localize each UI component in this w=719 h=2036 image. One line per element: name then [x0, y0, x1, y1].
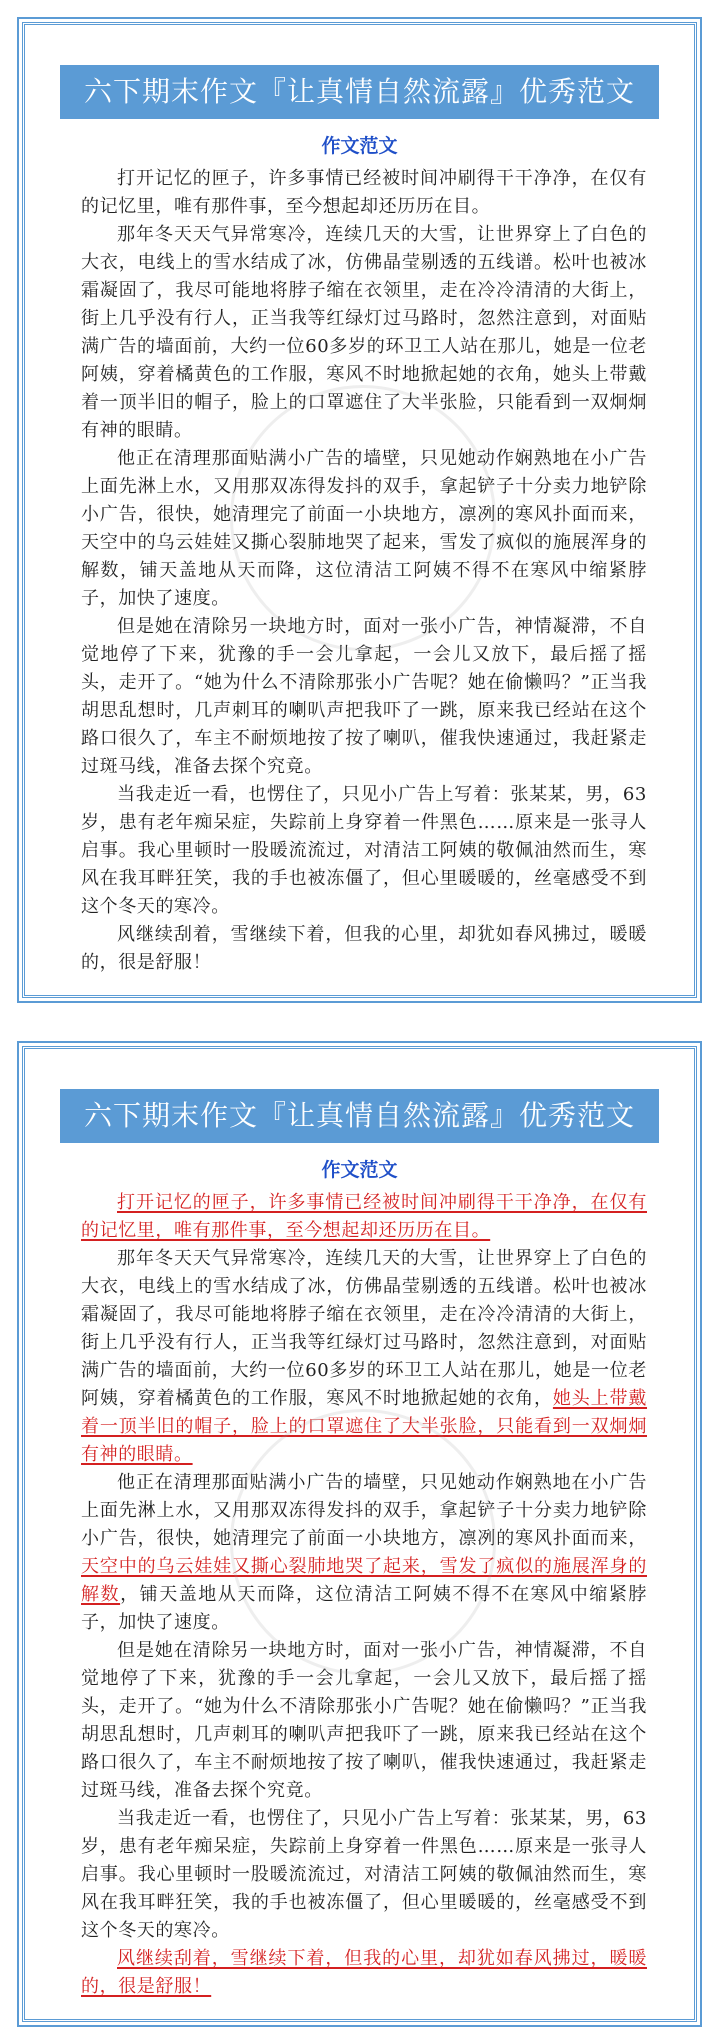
essay-text: 打开记忆的匣子，许多事情已经被时间冲刷得干干净净，在仅有的记忆里，唯有那件事，至今想起却还历历在目。: [81, 168, 647, 217]
essay-paragraph: [81, 1189, 647, 1245]
essay-paragraph: [81, 781, 647, 921]
highlighted-sentence: 打开记忆的匣子，许多事情已经被时间冲刷得干干净净，在仅有的记忆里，唯有那件事，至今想起却还历历在目。: [81, 1192, 647, 1241]
essay-card-plain: [22, 22, 697, 998]
essay-text: 当我走近一看，也愣住了，只见小广告上写着：张某某，男，63岁，患有老年痴呆症，失踪前上身穿着一件黑色……原来是一张寻人启事。我心里顿时一股暖流流过，对清洁工阿姨的敬佩油然而生，寒风在我耳畔狂笑，我的手也被冻僵了，但心里暖暖的，丝毫感受不到这个冬天的寒冷。: [81, 1808, 647, 1941]
essay-paragraph: [81, 1245, 647, 1469]
essay-paragraph: [81, 613, 647, 781]
essay-text: 但是她在清除另一块地方时，面对一张小广告，神情凝滞，不自觉地停了下来，犹豫的手一会儿拿起，一会儿又放下，最后摇了摇头，走开了。“她为什么不清除那张小广告呢？她在偷懒吗？”正当我胡思乱想时，几声刺耳的喇叭声把我吓了一跳，原来我已经站在这个路口很久了，车主不耐烦地按了按了喇叭，催我快速通过，我赶紧走过斑马线，准备去探个究竟。: [81, 616, 647, 777]
essay-paragraph: [81, 921, 647, 977]
essay-paragraph: [81, 165, 647, 221]
essay-paragraph: [81, 1637, 647, 1805]
essay-text: ，铺天盖地从天而降，这位清洁工阿姨不得不在寒风中缩紧脖子，加快了速度。: [81, 1584, 648, 1633]
essay-paragraph: [81, 221, 647, 445]
essay-paragraph: [81, 1945, 647, 2001]
essay-text: 那年冬天天气异常寒冷，连续几天的大雪，让世界穿上了白色的大衣，电线上的雪水结成了冰，仿佛晶莹剔透的五线谱。松叶也被冰霜凝固了，我尽可能地将脖子缩在衣领里，走在冷冷清清的大街上，街上几乎没有行人，正当我等红绿灯过马路时，忽然注意到，对面贴满广告的墙面前，大约一位60多岁的环卫工人站在那儿，她是一位老阿姨，穿着橘黄色的工作服，寒风不时地掀起她的衣角，: [81, 1248, 647, 1409]
highlighted-sentence: 天空中的乌云娃娃又撕心裂肺地哭了起来，雪发了疯似的施展浑身的解数: [81, 1556, 647, 1605]
essay-text: 他正在清理那面贴满小广告的墙壁，只见她动作娴熟地在小广告上面先淋上水，又用那双冻得发抖的双手，拿起铲子十分卖力地铲除小广告，很快，她清理完了前面一小块地方，凛冽的寒风扑面而来，: [81, 1472, 647, 1549]
essay-body: [81, 165, 647, 977]
banner-title: 六下期末作文『让真情自然流露』优秀范文: [60, 65, 659, 119]
essay-card-annotated: [22, 1046, 697, 2022]
essay-text: 但是她在清除另一块地方时，面对一张小广告，神情凝滞，不自觉地停了下来，犹豫的手一会儿拿起，一会儿又放下，最后摇了摇头，走开了。“她为什么不清除那张小广告呢？她在偷懒吗？”正当我胡思乱想时，几声刺耳的喇叭声把我吓了一跳，原来我已经站在这个路口很久了，车主不耐烦地按了按了喇叭，催我快速通过，我赶紧走过斑马线，准备去探个究竟。: [81, 1640, 647, 1801]
essay-text: 风继续刮着，雪继续下着，但我的心里，却犹如春风拂过，暖暖的，很是舒服！: [81, 924, 647, 973]
highlighted-sentence: 她头上带戴着一顶半旧的帽子，脸上的口罩遮住了大半张脸，只能看到一双炯炯有神的眼睛。: [81, 1388, 648, 1465]
essay-text: 当我走近一看，也愣住了，只见小广告上写着：张某某，男，63岁，患有老年痴呆症，失踪前上身穿着一件黑色……原来是一张寻人启事。我心里顿时一股暖流流过，对清洁工阿姨的敬佩油然而生，寒风在我耳畔狂笑，我的手也被冻僵了，但心里暖暖的，丝毫感受不到这个冬天的寒冷。: [81, 784, 647, 917]
banner-title: 六下期末作文『让真情自然流露』优秀范文: [60, 1089, 659, 1143]
essay-text: 他正在清理那面贴满小广告的墙壁，只见她动作娴熟地在小广告上面先淋上水，又用那双冻得发抖的双手，拿起铲子十分卖力地铲除小广告，很快，她清理完了前面一小块地方，凛冽的寒风扑面而来，天空中的乌云娃娃又撕心裂肺地哭了起来，雪发了疯似的施展浑身的解数，铺天盖地从天而降，这位清洁工阿姨不得不在寒风中缩紧脖子，加快了速度。: [81, 448, 647, 609]
essay-body: [81, 1189, 647, 2001]
highlighted-sentence: 风继续刮着，雪继续下着，但我的心里，却犹如春风拂过，暖暖的，很是舒服！: [81, 1948, 647, 1997]
essay-subtitle: 作文范文: [321, 135, 398, 157]
essay-paragraph: [81, 445, 647, 613]
essay-text: 那年冬天天气异常寒冷，连续几天的大雪，让世界穿上了白色的大衣，电线上的雪水结成了冰，仿佛晶莹剔透的五线谱。松叶也被冰霜凝固了，我尽可能地将脖子缩在衣领里，走在冷冷清清的大街上，街上几乎没有行人，正当我等红绿灯过马路时，忽然注意到，对面贴满广告的墙面前，大约一位60多岁的环卫工人站在那儿，她是一位老阿姨，穿着橘黄色的工作服，寒风不时地掀起她的衣角，她头上带戴着一顶半旧的帽子，脸上的口罩遮住了大半张脸，只能看到一双炯炯有神的眼睛。: [81, 224, 647, 441]
essay-subtitle: 作文范文: [321, 1159, 398, 1181]
essay-paragraph: [81, 1805, 647, 1945]
essay-paragraph: [81, 1469, 647, 1637]
